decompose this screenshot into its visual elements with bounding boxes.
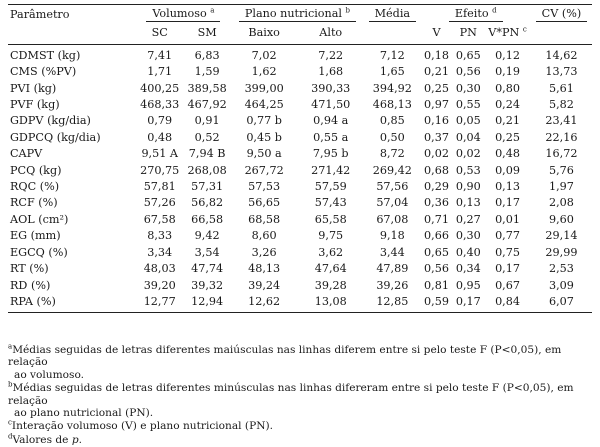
cell-baixo: 48,13	[248, 262, 281, 276]
row-parameter: CDMST (kg)	[10, 48, 81, 62]
cell-sm: 467,92	[187, 98, 227, 112]
table-top-rule	[8, 4, 592, 5]
table-row	[8, 130, 592, 146]
footnote-text: Médias seguidas de letras diferentes maiúsculas nas linhas diferem entre si pelo teste F (P<0,05), em relação	[8, 344, 562, 369]
cell-sm: 47,74	[191, 262, 224, 276]
cell-pn: 0,13	[455, 196, 481, 210]
cell-pn: 0,34	[455, 262, 481, 276]
cell-cv: 13,73	[545, 65, 578, 79]
cell-pn: 0,56	[455, 65, 481, 79]
cell-pn: 0,95	[455, 278, 481, 292]
footnote-mark: b	[8, 380, 13, 389]
footnote	[8, 344, 592, 381]
cell-baixo: 39,24	[248, 278, 281, 292]
cell-sm: 57,31	[191, 180, 224, 194]
cell-v: 0,02	[424, 147, 449, 161]
header-parametro: Parâmetro	[10, 7, 70, 21]
cell-sc: 0,48	[147, 130, 173, 144]
cell-alto: 65,58	[314, 212, 347, 226]
cell-baixo: 464,25	[244, 98, 284, 112]
cell-media: 7,12	[379, 48, 405, 62]
cell-baixo: 1,62	[251, 65, 277, 79]
header-vpn: V*PN $^c$	[484, 24, 531, 44]
cell-cv: 5,82	[548, 98, 574, 112]
row-parameter: RT (%)	[10, 262, 49, 276]
header-v: V	[421, 24, 453, 44]
header-media-empty	[364, 24, 421, 44]
row-parameter: PCQ (kg)	[10, 163, 62, 177]
footnote	[8, 382, 592, 419]
cell-cv: 29,14	[545, 229, 578, 243]
cell-alto: 13,08	[297, 294, 364, 313]
row-parameter: CMS (%PV)	[10, 65, 77, 79]
table-row	[8, 278, 592, 294]
row-parameter: PVI (kg)	[10, 81, 57, 95]
cell-alto: 39,28	[314, 278, 347, 292]
header-baixo: Baixo	[231, 24, 298, 44]
cell-sc: 57,81	[143, 180, 176, 194]
cell-cv: 14,62	[545, 48, 578, 62]
cell-pn: 0,17	[452, 294, 484, 313]
cell-sc: 9,51 A	[141, 147, 178, 161]
header-pn: PN	[452, 24, 484, 44]
cell-vpn: 0,48	[495, 147, 520, 161]
cell-cv: 16,72	[545, 147, 578, 161]
footnotes	[8, 344, 592, 447]
cell-baixo: 68,58	[248, 212, 281, 226]
cell-vpn: 0,17	[495, 196, 520, 210]
cell-v: 0,68	[424, 163, 449, 177]
header-group-volumoso: Volumoso $^a$	[136, 6, 231, 24]
cell-baixo: 7,02	[251, 48, 277, 62]
cell-sc: 57,26	[143, 196, 176, 210]
cell-baixo: 3,26	[251, 245, 277, 259]
header-sm: SM	[183, 24, 230, 44]
cell-vpn: 0,17	[495, 262, 520, 276]
row-parameter: GDPCQ (kg/dia)	[10, 130, 101, 144]
cell-sm: 66,58	[191, 212, 224, 226]
cell-sm: 39,32	[191, 278, 224, 292]
table-row	[8, 179, 592, 195]
cell-media: 3,44	[379, 245, 405, 259]
footnote	[8, 434, 592, 446]
cell-alto: 390,33	[311, 81, 351, 95]
cell-sc: 39,20	[143, 278, 176, 292]
cell-vpn: 0,09	[495, 163, 520, 177]
cell-sc: 270,75	[140, 163, 180, 177]
cell-sm: 1,59	[194, 65, 220, 79]
cell-media: 0,50	[379, 130, 405, 144]
table-row	[8, 245, 592, 261]
cell-media: 12,85	[364, 294, 421, 313]
cell-sm: 9,42	[194, 229, 220, 243]
cell-v: 0,97	[424, 98, 449, 112]
cell-v: 0,21	[424, 65, 449, 79]
cell-media: 57,04	[376, 196, 409, 210]
cell-pn: 0,90	[455, 180, 481, 194]
header-row-groups	[8, 6, 592, 24]
cell-media: 468,13	[372, 98, 412, 112]
cell-baixo: 8,60	[251, 229, 277, 243]
cell-media: 67,08	[376, 212, 409, 226]
cell-alto: 1,68	[318, 65, 344, 79]
cell-sm: 0,91	[194, 114, 220, 128]
row-parameter: EGCQ (%)	[10, 245, 68, 259]
table-row	[8, 81, 592, 97]
cell-cv: 3,09	[548, 278, 574, 292]
cell-sc: 468,33	[140, 98, 180, 112]
cell-v: 0,81	[424, 278, 449, 292]
cell-v: 0,71	[424, 212, 449, 226]
cell-vpn: 0,21	[495, 114, 520, 128]
row-parameter: RCF (%)	[10, 196, 58, 210]
cell-media: 8,72	[379, 147, 405, 161]
cell-v: 0,18	[424, 48, 449, 62]
cell-cv: 2,53	[548, 262, 574, 276]
cell-baixo: 57,53	[248, 180, 281, 194]
cell-vpn: 0,75	[495, 245, 520, 259]
row-parameter: RD (%)	[10, 278, 51, 292]
cell-media: 0,85	[379, 114, 405, 128]
table-row	[8, 294, 592, 313]
cell-vpn: 0,67	[495, 278, 520, 292]
cell-pn: 0,04	[455, 130, 481, 144]
cell-sc: 7,41	[147, 48, 173, 62]
footnote-continuation: ao plano nutricional (PN).	[14, 407, 154, 420]
cell-baixo: 267,72	[244, 163, 284, 177]
cell-v: 0,29	[424, 180, 449, 194]
cell-sm: 0,52	[194, 130, 220, 144]
cell-media: 39,26	[376, 278, 409, 292]
cell-sm: 268,08	[187, 163, 227, 177]
table-row	[8, 64, 592, 80]
row-parameter: RQC (%)	[10, 180, 60, 194]
table-row	[8, 163, 592, 179]
cell-baixo: 56,65	[248, 196, 281, 210]
table-row	[8, 113, 592, 129]
cell-vpn: 0,80	[495, 81, 520, 95]
cell-alto: 57,59	[314, 180, 347, 194]
cell-sm: 389,58	[187, 81, 227, 95]
row-parameter: AOL (cm²)	[10, 212, 69, 226]
cell-baixo: 9,50 a	[246, 147, 282, 161]
cell-v: 0,16	[424, 114, 449, 128]
table-row	[8, 228, 592, 244]
cell-v: 0,66	[424, 229, 449, 243]
table-row	[8, 261, 592, 277]
header-row-subcolumns	[8, 24, 592, 44]
header-group-media: Média	[364, 6, 421, 24]
cell-sc: 67,58	[143, 212, 176, 226]
cell-alto: 7,95 b	[312, 147, 349, 161]
footnote-italic: p	[71, 433, 79, 446]
header-empty-cell	[8, 24, 136, 44]
cell-media: 1,65	[379, 65, 405, 79]
table-row	[8, 212, 592, 228]
cell-cv: 29,99	[545, 245, 578, 259]
cell-cv: 23,41	[545, 114, 578, 128]
header-group-efeito: Efeito $^d$	[421, 6, 531, 24]
table-row	[8, 146, 592, 162]
cell-pn: 0,30	[455, 81, 481, 95]
results-table	[8, 6, 592, 313]
cell-sm: 56,82	[191, 196, 224, 210]
cell-v: 0,56	[424, 262, 449, 276]
cell-pn: 0,02	[455, 147, 481, 161]
footnote-tail: .	[78, 433, 82, 446]
cell-sm: 7,94 B	[188, 147, 226, 161]
cell-alto: 7,22	[318, 48, 344, 62]
cell-alto: 9,75	[318, 229, 344, 243]
cell-sm: 3,54	[194, 245, 220, 259]
cell-media: 269,42	[372, 163, 412, 177]
cell-sc: 48,03	[143, 262, 176, 276]
cell-baixo: 12,62	[231, 294, 298, 313]
footnote-mark: a	[8, 342, 13, 351]
row-parameter: EG (mm)	[10, 229, 61, 243]
header-group-cv: CV (%)	[531, 6, 592, 24]
cell-cv: 22,16	[545, 130, 578, 144]
footnote-mark: c	[8, 418, 12, 427]
cell-media: 57,56	[376, 180, 409, 194]
cell-vpn: 0,12	[495, 48, 520, 62]
cell-pn: 0,27	[455, 212, 481, 226]
cell-alto: 471,50	[311, 98, 351, 112]
cell-sm: 12,94	[183, 294, 230, 313]
cell-cv: 5,61	[548, 81, 574, 95]
cell-sc: 8,33	[147, 229, 173, 243]
row-parameter: PVF (kg)	[10, 98, 60, 112]
cell-baixo: 399,00	[244, 81, 284, 95]
cell-alto: 3,62	[318, 245, 344, 259]
cell-alto: 57,43	[314, 196, 347, 210]
cell-pn: 0,40	[455, 245, 481, 259]
cell-vpn: 0,19	[495, 65, 520, 79]
table-row	[8, 97, 592, 113]
footnote-mark: d	[8, 432, 13, 441]
cell-vpn: 0,77	[495, 229, 520, 243]
cell-pn: 0,55	[455, 98, 481, 112]
cell-sc: 3,34	[147, 245, 173, 259]
table-row	[8, 44, 592, 64]
cell-vpn: 0,01	[495, 212, 520, 226]
footnote-continuation: ao volumoso.	[14, 368, 85, 381]
cell-media: 394,92	[372, 81, 412, 95]
cell-pn: 0,65	[455, 48, 481, 62]
footnote-text: Médias seguidas de letras diferentes minúsculas nas linhas difereram entre si pelo teste F (P<0,05), em relação	[8, 382, 574, 407]
cell-v: 0,37	[424, 130, 449, 144]
header-cv-empty	[531, 24, 592, 44]
header-group-plano-nutricional: Plano nutricional $^b$	[231, 6, 364, 24]
cell-v: 0,59	[421, 294, 453, 313]
cell-v: 0,36	[424, 196, 449, 210]
row-parameter: GDPV (kg/dia)	[10, 114, 91, 128]
cell-alto: 47,64	[314, 262, 347, 276]
cell-sc: 400,25	[140, 81, 180, 95]
cell-baixo: 0,77 b	[246, 114, 282, 128]
row-parameter: RPA (%)	[8, 294, 136, 313]
cell-sc: 1,71	[147, 65, 173, 79]
cell-vpn: 0,84	[484, 294, 531, 313]
footnote-text: Valores de	[12, 433, 72, 446]
cell-cv: 6,07	[531, 294, 592, 313]
cell-pn: 0,05	[455, 114, 481, 128]
cell-cv: 9,60	[548, 212, 574, 226]
cell-vpn: 0,13	[495, 180, 520, 194]
cell-pn: 0,30	[455, 229, 481, 243]
footnote-text: Interação volumoso (V) e plano nutricional (PN).	[11, 420, 273, 433]
footnote	[8, 420, 592, 432]
table-row	[8, 195, 592, 211]
cell-media: 9,18	[379, 229, 405, 243]
cell-vpn: 0,25	[495, 130, 520, 144]
cell-v: 0,25	[424, 81, 449, 95]
cell-cv: 1,97	[548, 180, 574, 194]
cell-pn: 0,53	[455, 163, 481, 177]
cell-cv: 2,08	[548, 196, 574, 210]
header-alto: Alto	[297, 24, 364, 44]
cell-sm: 6,83	[194, 48, 220, 62]
cell-vpn: 0,24	[495, 98, 520, 112]
cell-media: 47,89	[376, 262, 409, 276]
cell-alto: 271,42	[311, 163, 351, 177]
cell-v: 0,65	[424, 245, 449, 259]
cell-alto: 0,55 a	[313, 130, 349, 144]
header-sc: SC	[136, 24, 183, 44]
cell-sc: 0,79	[147, 114, 173, 128]
cell-cv: 5,76	[548, 163, 574, 177]
cell-alto: 0,94 a	[313, 114, 349, 128]
cell-baixo: 0,45 b	[246, 130, 282, 144]
cell-sc: 12,77	[136, 294, 183, 313]
row-parameter: CAPV	[10, 147, 43, 161]
